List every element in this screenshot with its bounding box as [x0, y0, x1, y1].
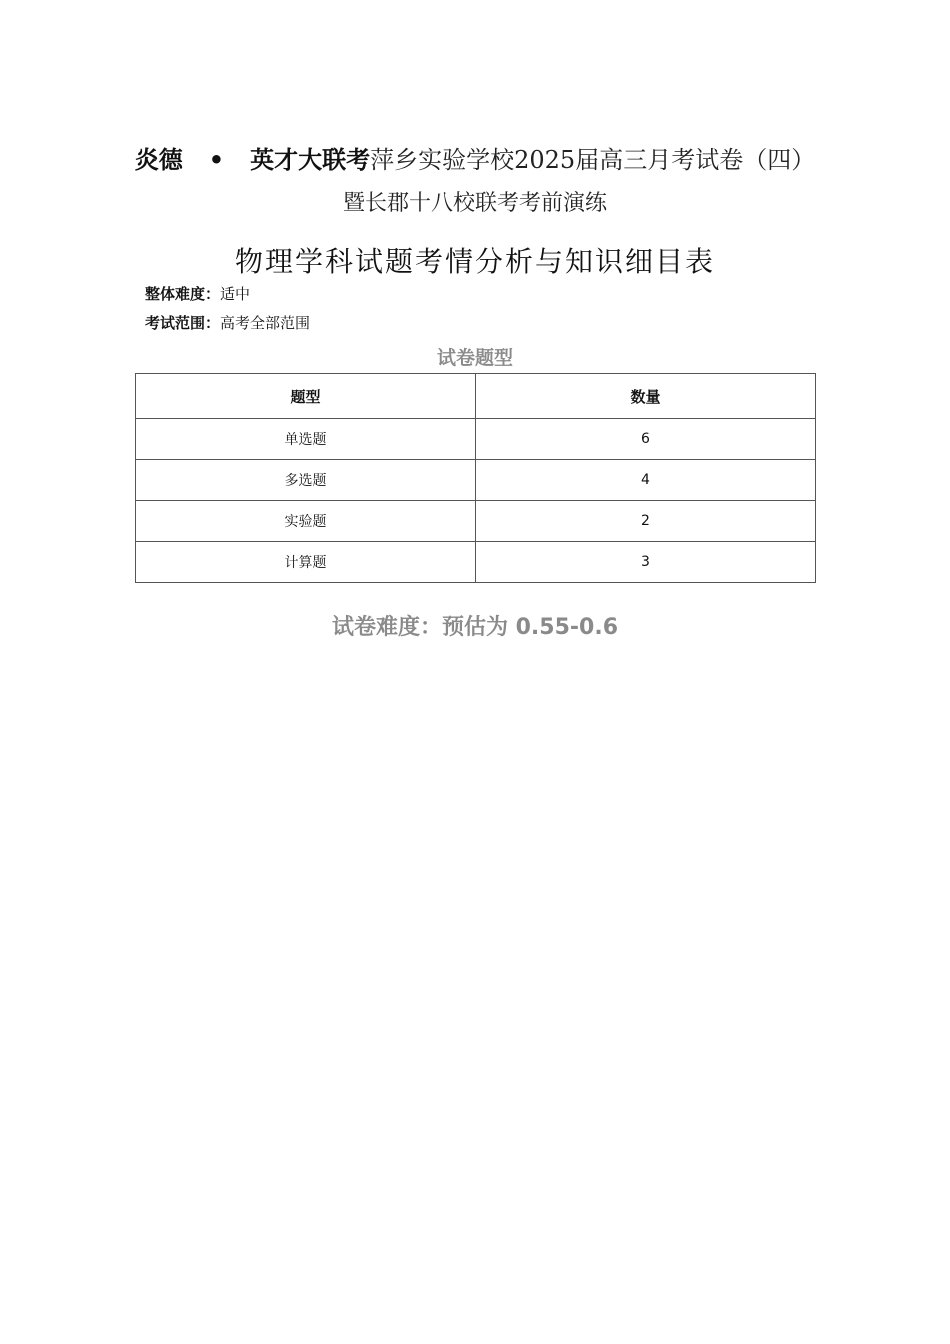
column-header-type: 题型	[136, 374, 476, 419]
difficulty-estimate: 试卷难度：预估为 0.55-0.6	[331, 615, 619, 640]
table-row	[136, 419, 816, 460]
brand-right: 英才大联考	[250, 146, 371, 174]
section-title-question-types: 试卷题型	[436, 347, 513, 369]
school-exam-title: 萍乡实验学校2025届高三月考试卷（四）	[370, 146, 816, 174]
column-header-count: 数量	[476, 374, 816, 419]
cell-count: 6	[476, 419, 816, 460]
cell-type: 多选题	[136, 460, 476, 501]
difficulty-value: 适中	[220, 285, 251, 303]
cell-count: 3	[476, 542, 816, 583]
table-row	[136, 460, 816, 501]
scope-label: 考试范围：	[145, 314, 221, 332]
brand-left: 炎德	[134, 146, 183, 174]
overall-difficulty	[145, 283, 250, 304]
table-header-row	[136, 374, 816, 419]
separator-dot: •	[208, 146, 225, 174]
exam-header	[0, 140, 950, 175]
table-row	[136, 501, 816, 542]
question-types-table	[135, 373, 816, 583]
cell-count: 2	[476, 501, 816, 542]
exam-subtitle: 暨长郡十八校联考考前演练	[342, 191, 607, 216]
cell-type: 计算题	[136, 542, 476, 583]
exam-scope	[145, 312, 310, 333]
cell-type: 实验题	[136, 501, 476, 542]
table-row	[136, 542, 816, 583]
cell-type: 单选题	[136, 419, 476, 460]
cell-count: 4	[476, 460, 816, 501]
scope-value: 高考全部范围	[220, 314, 311, 332]
page-title: 物理学科试题考情分析与知识细目表	[234, 245, 715, 278]
difficulty-label: 整体难度：	[145, 285, 221, 303]
